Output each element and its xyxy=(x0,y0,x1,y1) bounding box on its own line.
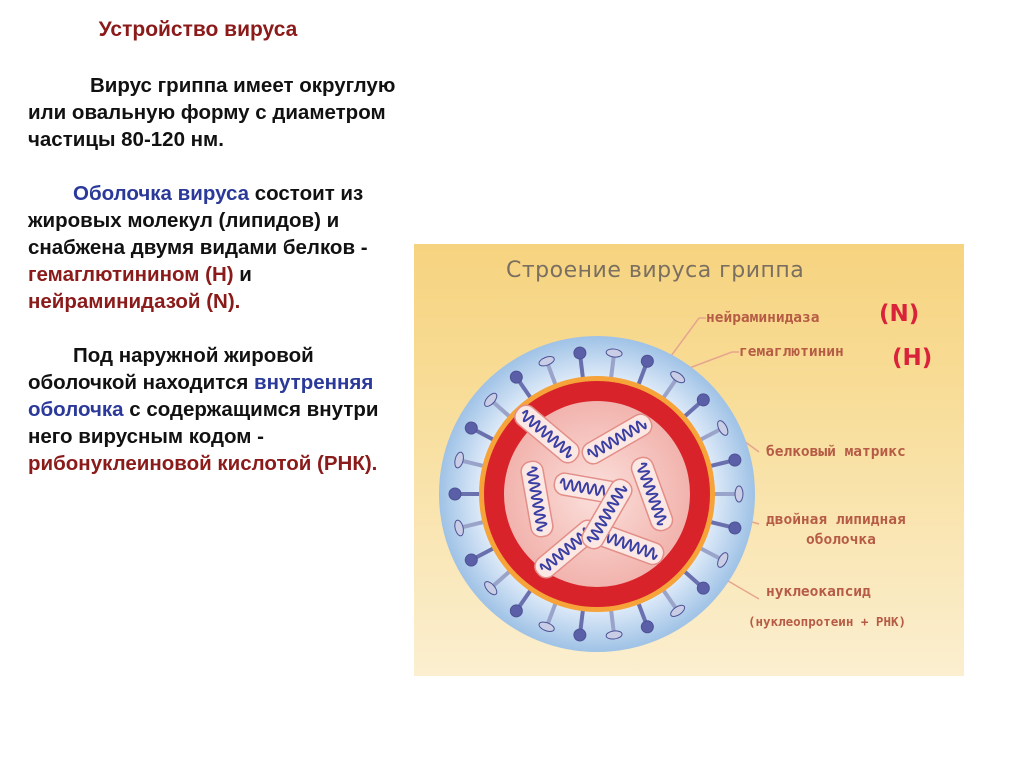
inner-text-1: Под наружной жировой оболочкой находится xyxy=(28,344,314,394)
hemagglutinin-term: гемаглютинином (Н) xyxy=(28,263,234,286)
slide-title: Устройство вируса xyxy=(98,18,298,41)
envelope-text: состоит из жировых молекул (липидов) и снабжена двумя видами белков - xyxy=(28,182,368,259)
label-hemagglutinin-code: (H) xyxy=(892,345,933,371)
inner-text-2: с содержащимся внутри него вирусным кодом - xyxy=(28,398,379,448)
label-hemagglutinin: гемаглютинин xyxy=(739,344,844,360)
virus-figure xyxy=(414,244,964,676)
hemagglutinin-spike xyxy=(735,486,743,502)
text-column xyxy=(28,18,408,504)
envelope-highlight: Оболочка вируса xyxy=(73,182,250,205)
label-neuraminidase: нейраминидаза xyxy=(706,310,820,326)
neuraminidase-spike xyxy=(449,488,461,500)
figure-title: Строение вируса гриппа xyxy=(506,258,805,283)
paragraph-shape xyxy=(28,72,408,153)
label-nucleocapsid-sub: (нуклеопротеин + РНК) xyxy=(748,614,907,629)
paragraph-envelope xyxy=(28,180,408,315)
inner-envelope-highlight: внутренняя оболочка xyxy=(28,371,374,421)
label-lipid-2: оболочка xyxy=(806,532,876,548)
label-lipid-1: двойная липидная xyxy=(766,512,906,528)
label-neuraminidase-code: (N) xyxy=(879,301,920,327)
paragraph-inner xyxy=(28,342,408,477)
and-text: и xyxy=(233,263,252,286)
rna-term: рибонуклеиновой кислотой (РНК). xyxy=(28,452,378,475)
label-nucleocapsid: нуклеокапсид xyxy=(766,584,871,600)
neuraminidase-term: нейраминидазой (N). xyxy=(28,290,241,313)
paragraph-shape-text: Вирус гриппа имеет округлую или овальную форму с диаметром частицы 80-120 нм. xyxy=(28,74,396,151)
label-matrix: белковый матрикс xyxy=(766,444,906,460)
